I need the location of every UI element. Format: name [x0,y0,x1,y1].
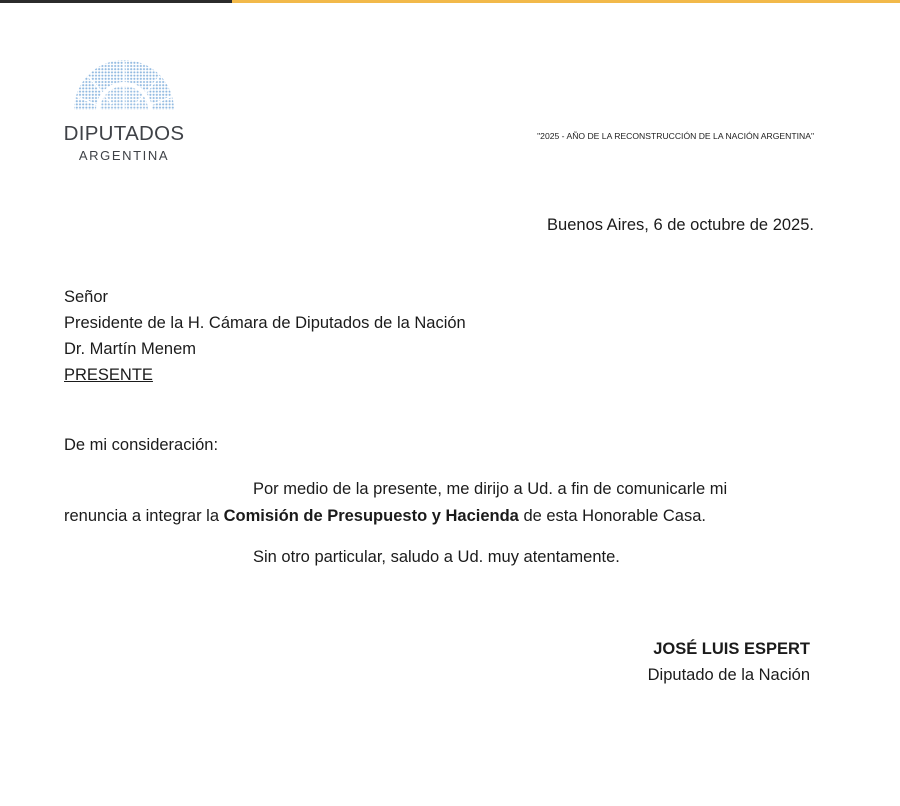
top-border-dark [0,0,232,3]
top-border-accent [232,0,900,3]
body-text-post: de esta Honorable Casa. [518,507,706,525]
recipient-presente: PRESENTE [64,366,153,384]
body-paragraph-line2 [64,507,706,526]
diputados-logo [58,58,190,168]
signature-title: Diputado de la Nación [647,666,810,684]
signature-name: JOSÉ LUIS ESPERT [653,640,810,658]
top-border [0,0,900,3]
committee-name: Comisión de Presupuesto y Hacienda [223,507,519,525]
logo-country: ARGENTINA [78,148,170,163]
letter-greeting: De mi consideración: [64,436,219,454]
year-motto: "2025 - AÑO DE LA RECONSTRUCCIÓN DE LA NACIÓN ARGENTINA" [537,131,814,141]
body-text-pre: renuncia a integrar la [64,507,224,525]
recipient-position: Presidente de la H. Cámara de Diputados de la Nación [64,314,466,332]
letter-date: Buenos Aires, 6 de octubre de 2025. [547,216,814,234]
recipient-name: Dr. Martín Menem [64,340,197,358]
body-paragraph-line1: Por medio de la presente, me dirijo a Ud. a fin de comunicarle mi [253,480,728,498]
chamber-hemicycle-icon [72,58,176,116]
logo-name: DIPUTADOS [63,122,185,145]
closing-line: Sin otro particular, saludo a Ud. muy atentamente. [253,548,620,566]
recipient-salutation: Señor [64,288,109,306]
